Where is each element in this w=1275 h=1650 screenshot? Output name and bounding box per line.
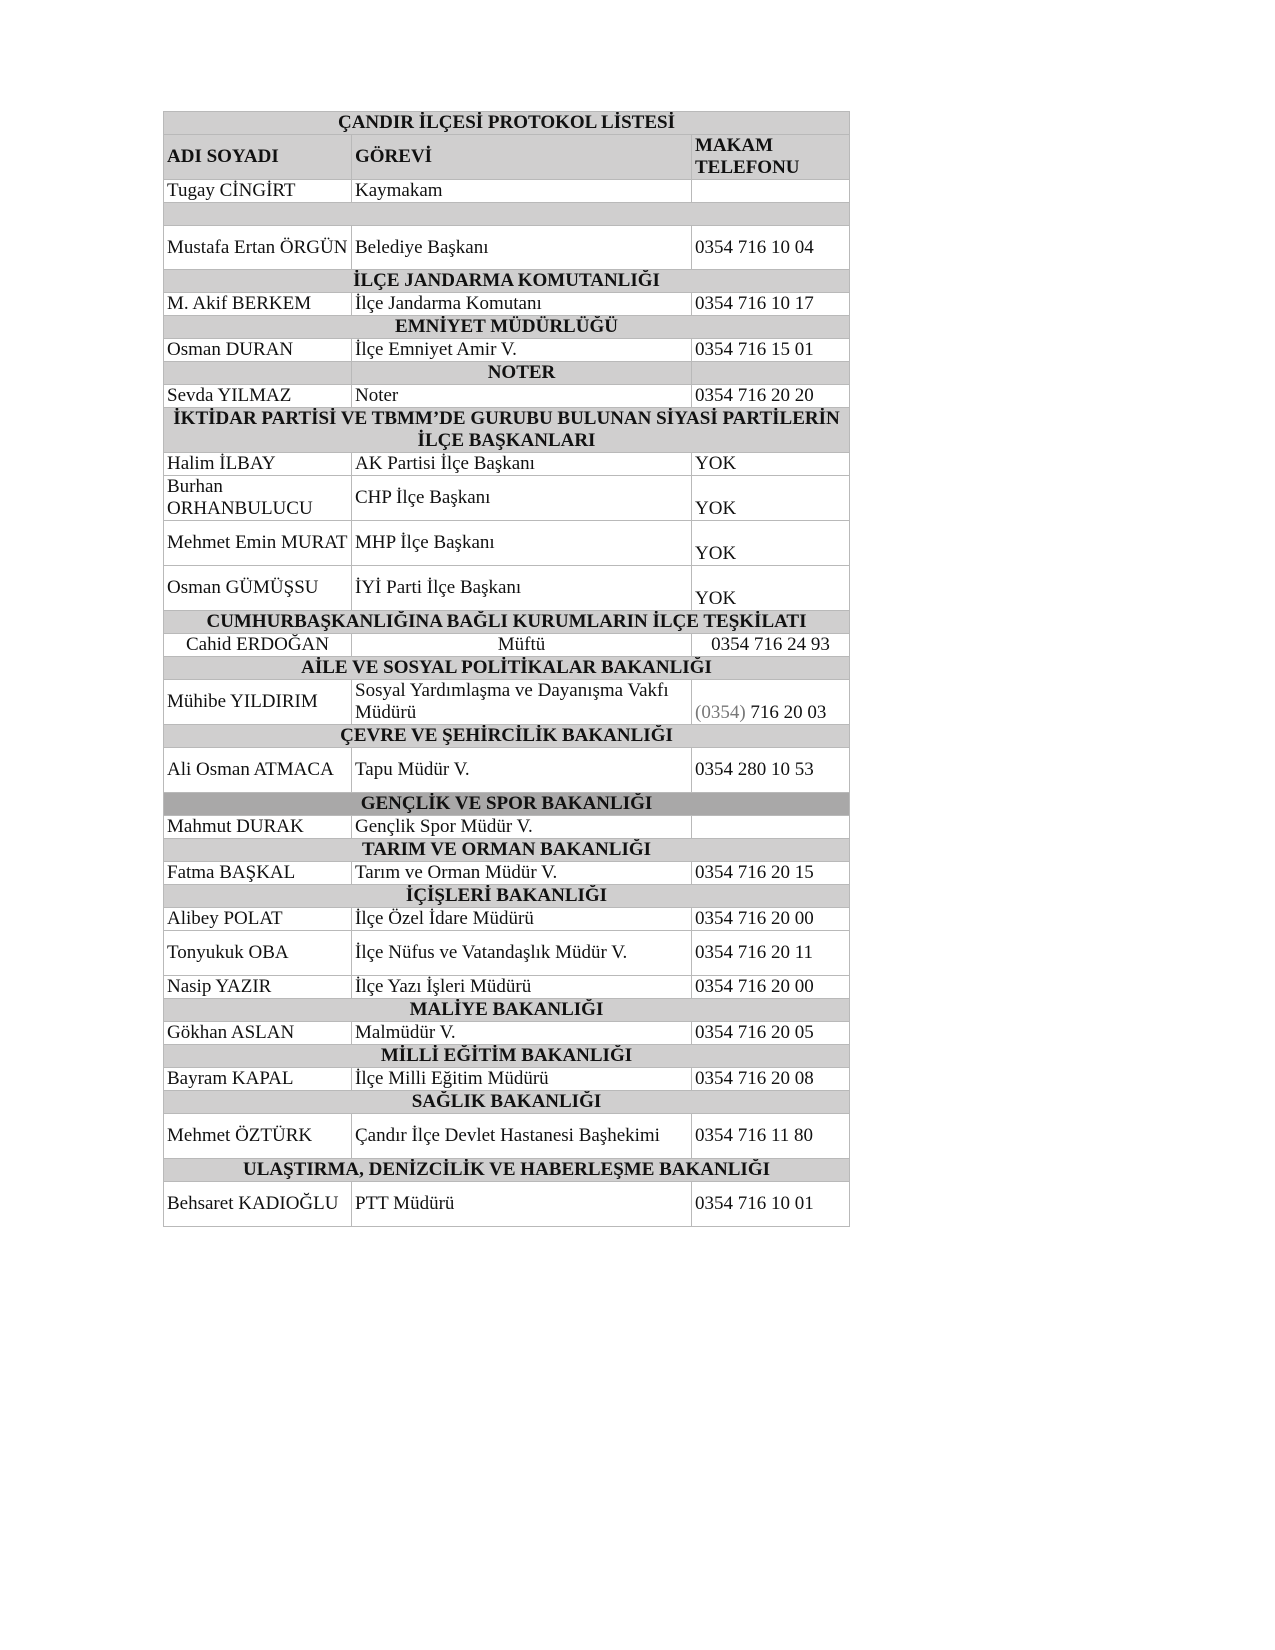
section-header-row [164,1159,850,1182]
person-role: Müftü [352,634,692,657]
section-header: EMNİYET MÜDÜRLÜĞÜ [164,316,850,339]
person-name: Tugay CİNGİRT [164,180,352,203]
person-role: Sosyal Yardımlaşma ve Dayanışma Vakfı Müdürü [352,680,692,725]
person-role: PTT Müdürü [352,1182,692,1227]
table-row [164,566,850,611]
section-header-row [164,657,850,680]
section-header: İLÇE JANDARMA KOMUTANLIĞI [164,270,850,293]
table-row [164,908,850,931]
section-header: ULAŞTIRMA, DENİZCİLİK VE HABERLEŞME BAKANLIĞI [164,1159,850,1182]
person-name: Tonyukuk OBA [164,931,352,976]
person-name: Alibey POLAT [164,908,352,931]
section-header: ÇEVRE VE ŞEHİRCİLİK BAKANLIĞI [164,725,850,748]
section-header-row [164,1045,850,1068]
person-role: Malmüdür V. [352,1022,692,1045]
table-row [164,476,850,521]
table-row [164,748,850,793]
person-role: Çandır İlçe Devlet Hastanesi Başhekimi [352,1114,692,1159]
table-row [164,816,850,839]
person-role: Tarım ve Orman Müdür V. [352,862,692,885]
person-role: İlçe Yazı İşleri Müdürü [352,976,692,999]
person-role: İlçe Emniyet Amir V. [352,339,692,362]
person-phone: 0354 716 10 01 [692,1182,850,1227]
person-name: Mustafa Ertan ÖRGÜN [164,226,352,270]
section-header-row [164,611,850,634]
section-header-row [164,1091,850,1114]
person-phone: YOK [692,453,850,476]
section-header: CUMHURBAŞKANLIĞINA BAĞLI KURUMLARIN İLÇE TEŞKİLATI [164,611,850,634]
person-phone: 0354 716 10 04 [692,226,850,270]
person-name: Nasip YAZIR [164,976,352,999]
protocol-table-body [164,112,850,1227]
table-row [164,931,850,976]
section-header-blank [164,362,352,385]
section-header: TARIM VE ORMAN BAKANLIĞI [164,839,850,862]
person-role: İlçe Jandarma Komutanı [352,293,692,316]
person-name: Mühibe YILDIRIM [164,680,352,725]
person-name: Halim İLBAY [164,453,352,476]
section-header: İÇİŞLERİ BAKANLIĞI [164,885,850,908]
person-role: CHP İlçe Başkanı [352,476,692,521]
person-name: Bayram KAPAL [164,1068,352,1091]
person-phone: YOK [692,476,850,521]
person-role: İlçe Özel İdare Müdürü [352,908,692,931]
section-header: İKTİDAR PARTİSİ VE TBMM’DE GURUBU BULUNAN SİYASİ PARTİLERİN İLÇE BAŞKANLARI [164,408,850,453]
person-role: İlçe Nüfus ve Vatandaşlık Müdür V. [352,931,692,976]
table-row [164,634,850,657]
table-row [164,180,850,203]
person-role: Noter [352,385,692,408]
table-row [164,1022,850,1045]
person-phone: 0354 716 10 17 [692,293,850,316]
person-role: Belediye Başkanı [352,226,692,270]
person-name: Osman DURAN [164,339,352,362]
person-role: İlçe Milli Eğitim Müdürü [352,1068,692,1091]
spacer-row [164,203,850,226]
person-phone: 0354 716 15 01 [692,339,850,362]
table-title: ÇANDIR İLÇESİ PROTOKOL LİSTESİ [164,112,850,135]
person-phone: 0354 716 11 80 [692,1114,850,1159]
table-row [164,226,850,270]
person-name: Ali Osman ATMACA [164,748,352,793]
column-header-name: ADI SOYADI [164,135,352,180]
person-name: Gökhan ASLAN [164,1022,352,1045]
person-name: Fatma BAŞKAL [164,862,352,885]
table-row [164,453,850,476]
section-header-row [164,999,850,1022]
table-title-row [164,112,850,135]
person-phone: 0354 716 20 00 [692,976,850,999]
section-header-blank [692,362,850,385]
table-row [164,862,850,885]
section-header: NOTER [352,362,692,385]
column-header-role: GÖREVİ [352,135,692,180]
section-header-row [164,316,850,339]
person-phone: 0354 716 20 11 [692,931,850,976]
person-phone: 0354 716 20 00 [692,908,850,931]
person-name: Mahmut DURAK [164,816,352,839]
table-row [164,680,850,725]
person-role: AK Partisi İlçe Başkanı [352,453,692,476]
person-phone: 0354 716 24 93 [692,634,850,657]
section-header-row [164,839,850,862]
section-header: AİLE VE SOSYAL POLİTİKALAR BAKANLIĞI [164,657,850,680]
table-row [164,521,850,566]
person-role: Gençlik Spor Müdür V. [352,816,692,839]
person-role: Kaymakam [352,180,692,203]
table-row [164,1068,850,1091]
person-name: Mehmet Emin MURAT [164,521,352,566]
section-header-row [164,270,850,293]
column-header-row [164,135,850,180]
table-row [164,1114,850,1159]
person-name: Sevda YILMAZ [164,385,352,408]
person-phone [692,816,850,839]
table-row [164,1182,850,1227]
person-role: MHP İlçe Başkanı [352,521,692,566]
section-header: MİLLİ EĞİTİM BAKANLIĞI [164,1045,850,1068]
table-row [164,385,850,408]
section-header-row [164,885,850,908]
person-phone: 0354 716 20 15 [692,862,850,885]
person-phone [692,680,850,725]
phone-area-code: (0354) [695,702,746,723]
table-row [164,976,850,999]
person-name: Mehmet ÖZTÜRK [164,1114,352,1159]
section-header-row [164,362,850,385]
person-name: Behsaret KADIOĞLU [164,1182,352,1227]
person-role: İYİ Parti İlçe Başkanı [352,566,692,611]
section-header: GENÇLİK VE SPOR BAKANLIĞI [164,793,850,816]
spacer-cell [164,203,850,226]
person-phone: 0354 280 10 53 [692,748,850,793]
person-phone: 0354 716 20 08 [692,1068,850,1091]
phone-number: 716 20 03 [750,702,827,723]
section-header: SAĞLIK BAKANLIĞI [164,1091,850,1114]
person-phone: YOK [692,566,850,611]
column-header-phone: MAKAM TELEFONU [692,135,850,180]
section-header-row [164,725,850,748]
person-name: Burhan ORHANBULUCU [164,476,352,521]
person-name: M. Akif BERKEM [164,293,352,316]
person-phone: YOK [692,521,850,566]
person-phone: 0354 716 20 20 [692,385,850,408]
person-phone [692,180,850,203]
section-header-row [164,793,850,816]
person-role: Tapu Müdür V. [352,748,692,793]
section-header: MALİYE BAKANLIĞI [164,999,850,1022]
table-row [164,339,850,362]
section-header-row [164,408,850,453]
table-row [164,293,850,316]
person-name: Cahid ERDOĞAN [164,634,352,657]
person-phone: 0354 716 20 05 [692,1022,850,1045]
person-name: Osman GÜMÜŞSU [164,566,352,611]
protocol-list-table [163,111,850,1227]
